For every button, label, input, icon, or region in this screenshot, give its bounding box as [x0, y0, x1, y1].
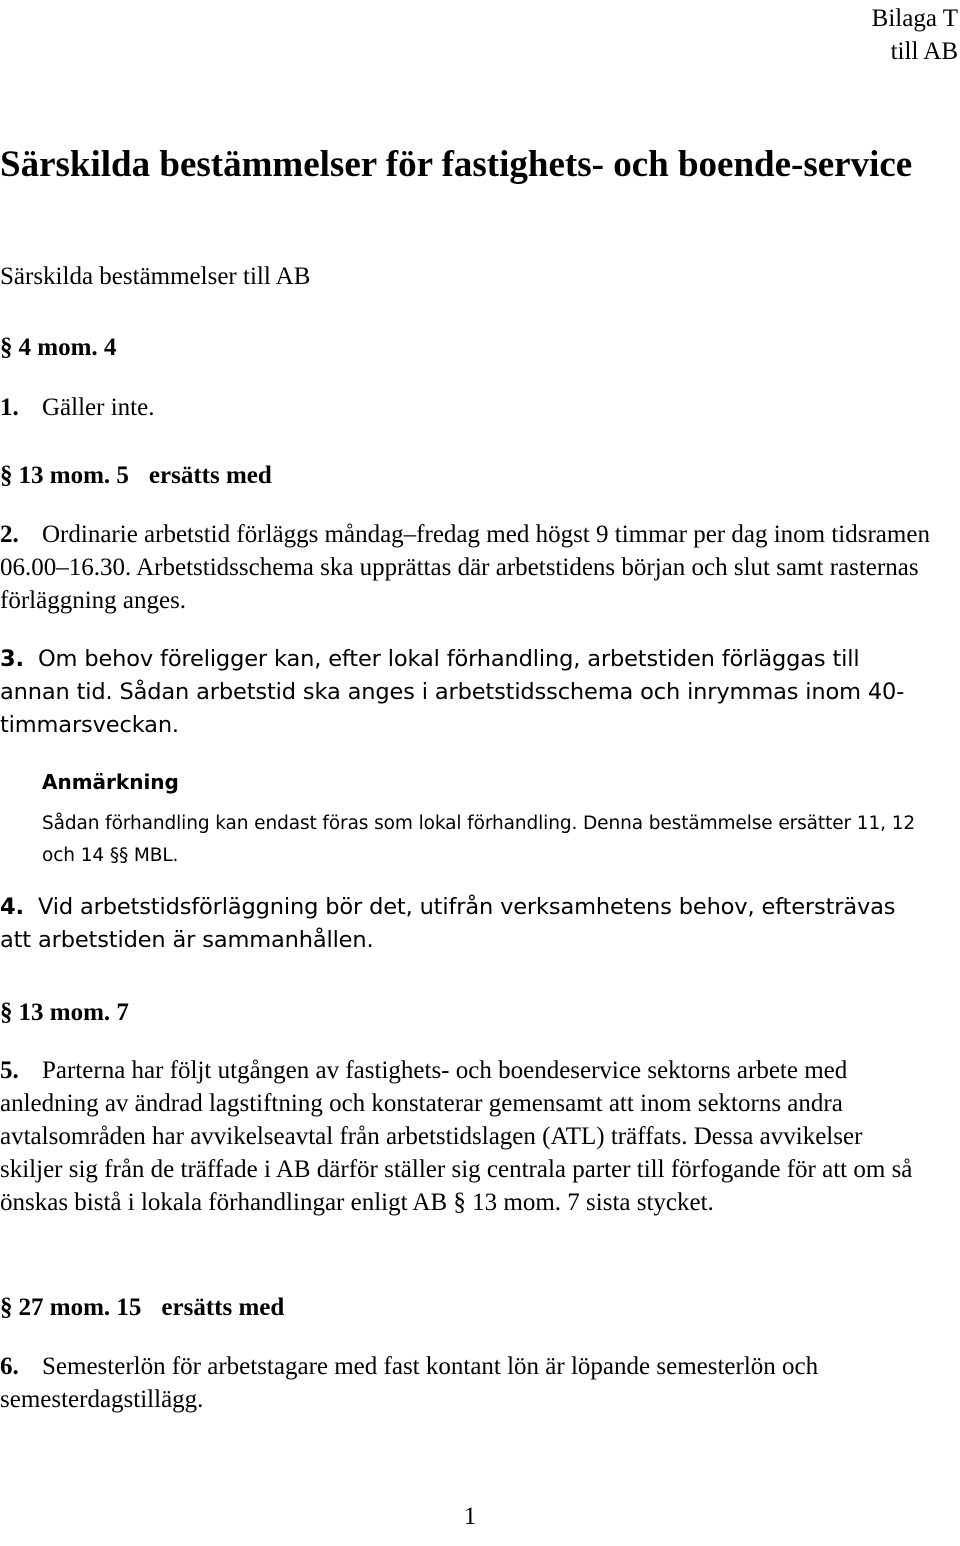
section-ref: 4 mom. 4 — [18, 334, 117, 361]
section-ref: 13 mom. 5 — [18, 462, 129, 489]
note-heading: Anmärkning — [42, 770, 179, 794]
paragraph-3 — [0, 643, 930, 742]
paragraph-text: Semesterlön för arbetstagare med fast kontant lön är löpande semesterlön och semesterdagstillägg. — [0, 1353, 819, 1413]
paragraph-text: Ordinarie arbetstid förläggs måndag–fredag med högst 9 timmar per dag inom tidsramen 06.00–16.30. Arbetstidsschema ska upprättas där arbetstidens början och slut samt rasternas förläggning anges. — [0, 521, 930, 614]
page-number: 1 — [463, 1503, 477, 1530]
section-symbol: § — [0, 1294, 13, 1321]
paragraph-text: Gäller inte. — [42, 394, 155, 421]
section-heading-13-mom-7 — [0, 996, 129, 1029]
note-text: Sådan förhandling kan endast föras som lokal förhandling. Denna bestämmelse ersätter 11, 12 och 14 §§ MBL. — [42, 813, 916, 866]
paragraph-number: 3. — [0, 646, 24, 672]
paragraph-number: 2. — [0, 521, 19, 548]
section-symbol: § — [0, 999, 13, 1026]
paragraph-5 — [0, 1054, 930, 1219]
paragraph-text: Parterna har följt utgången av fastighets- och boendeservice sektorns arbete med anledning av ändrad lagstiftning och konstaterar gemensamt att inom sektorns andra avtalsområden har avvikelseavtal från arbetstidslagen (ATL) träffats. Dessa avvikelser skiljer sig från de träffade i AB därför ställer sig centrala parter till förfogande för att om så önskas bistå i lokala förhandlingar enligt AB § 13 mom. 7 sista stycket. — [0, 1057, 913, 1216]
paragraph-6 — [0, 1350, 930, 1416]
appendix-label-line2: till AB — [890, 38, 958, 65]
section-heading-13-mom-5 — [0, 459, 272, 492]
paragraph-number: 5. — [0, 1057, 19, 1084]
appendix-label — [872, 2, 958, 68]
paragraph-text: Vid arbetstidsförläggning bör det, utifrån verksamhetens behov, eftersträvas att arbetstiden är sammanhållen. — [0, 894, 896, 953]
section-heading-4-mom-4 — [0, 331, 116, 364]
section-heading-27-mom-15 — [0, 1291, 284, 1324]
paragraph-1 — [0, 391, 930, 424]
paragraph-2 — [0, 518, 930, 617]
paragraph-number: 4. — [0, 894, 24, 920]
paragraph-4 — [0, 891, 930, 957]
section-tail: ersätts med — [161, 1294, 285, 1321]
paragraph-text: Om behov föreligger kan, efter lokal förhandling, arbetstiden förläggas till annan tid. Sådan arbetstid ska anges i arbetstidsschema och inrymmas inom 40-timmarsveckan. — [0, 646, 905, 738]
section-symbol: § — [0, 334, 13, 361]
paragraph-number: 6. — [0, 1353, 19, 1380]
document-title: Särskilda bestämmelser för fastighets- och boende-service — [0, 144, 913, 185]
document-subtitle: Särskilda bestämmelser till AB — [0, 263, 311, 290]
paragraph-number: 1. — [0, 394, 19, 421]
section-symbol: § — [0, 462, 13, 489]
section-tail: ersätts med — [148, 462, 272, 489]
section-ref: 13 mom. 7 — [18, 999, 129, 1026]
appendix-label-line1: Bilaga T — [871, 5, 958, 32]
section-ref: 27 mom. 15 — [18, 1294, 142, 1321]
